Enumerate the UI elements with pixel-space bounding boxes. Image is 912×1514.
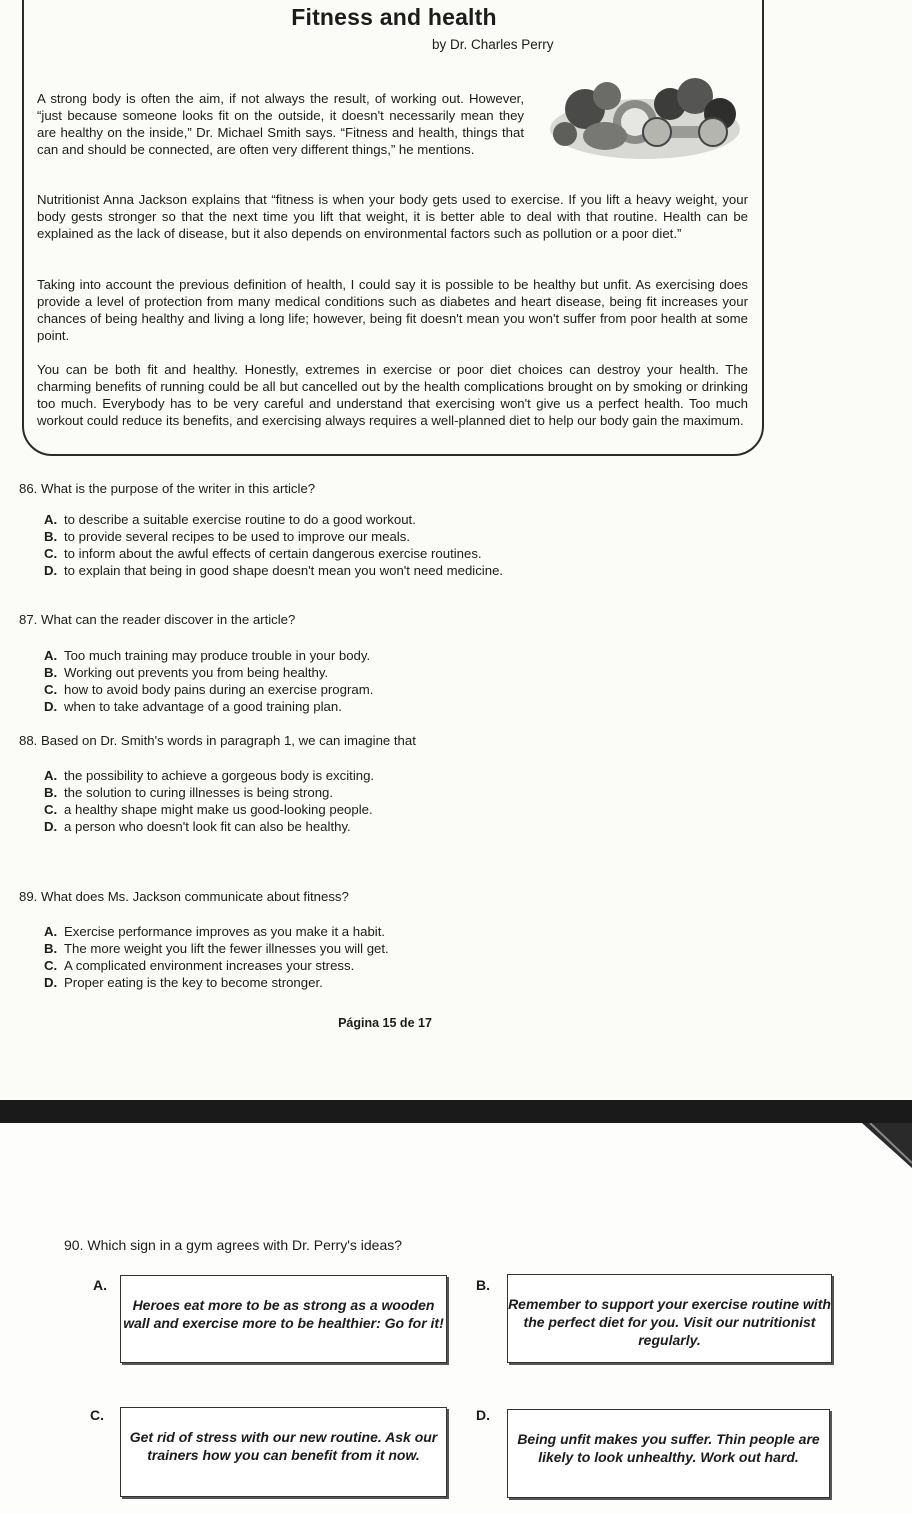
option[interactable]: B. The more weight you lift the fewer illnesses you will get. bbox=[44, 941, 389, 956]
question-86: 86. What is the purpose of the writer in this article? bbox=[19, 481, 316, 496]
article-paragraph-2: Nutritionist Anna Jackson explains that “fitness is when your body gets used to exercise. If you lift a heavy weight, your body gests stronger so that the next time you lift that weight, it is better able to deal with that routine. Health can be explained as the lack of disease, but it also depends on environmental factors such as pollution or a poor diet.” bbox=[37, 192, 748, 241]
page-corner-fold bbox=[862, 1123, 912, 1168]
question-88-options bbox=[44, 767, 374, 835]
page-number: Página 15 de 17 bbox=[338, 1016, 432, 1030]
question-90: 90. Which sign in a gym agrees with Dr. Perry's ideas? bbox=[64, 1237, 403, 1253]
sign-c-letter: C. bbox=[90, 1407, 104, 1423]
option[interactable]: B. Working out prevents you from being healthy. bbox=[44, 665, 329, 680]
option[interactable]: D. a person who doesn't look fit can also be healthy. bbox=[44, 819, 351, 834]
article-paragraph-1: A strong body is often the aim, if not always the result, of working out. However, “just because someone looks fit on the outside, it doesn't necessarily mean they are healthy on the inside,” Dr. Michael Smith says. “Fitness and health, things that can and should be connected, are often very different things,” he mentions. bbox=[37, 91, 524, 157]
fruit-vegetables-dumbbells-image bbox=[545, 74, 743, 164]
option[interactable]: B. the solution to curing illnesses is being strong. bbox=[44, 785, 334, 800]
article-byline: by Dr. Charles Perry bbox=[432, 37, 554, 52]
question-87: 87. What can the reader discover in the article? bbox=[19, 612, 296, 627]
sign-b[interactable]: Remember to support your exercise routine with the perfect diet for you. Visit our nutritionist regularly. bbox=[507, 1274, 832, 1363]
question-88: 88. Based on Dr. Smith's words in paragraph 1, we can imagine that bbox=[19, 733, 416, 748]
option[interactable]: A. to describe a suitable exercise routine to do a good workout. bbox=[44, 512, 416, 527]
option[interactable]: B. to provide several recipes to be used to improve our meals. bbox=[44, 529, 410, 544]
option[interactable]: C. A complicated environment increases your stress. bbox=[44, 958, 355, 973]
option[interactable]: D. to explain that being in good shape doesn't mean you won't need medicine. bbox=[44, 563, 504, 578]
article-title: Fitness and health bbox=[291, 4, 497, 30]
question-87-options bbox=[44, 647, 373, 715]
sign-a[interactable]: Heroes eat more to be as strong as a wooden wall and exercise more to be healthier: Go for it! bbox=[120, 1275, 447, 1363]
option[interactable]: D. Proper eating is the key to become stronger. bbox=[44, 975, 323, 990]
article-paragraph-3: Taking into account the previous definition of health, I could say it is possible to be healthy but unfit. As exercising does provide a level of protection from many medical conditions such as diabetes and heart disease, being fit increases your chances of being healthy and living a long life; however, being fit doesn't mean you won't suffer from poor health at some point. bbox=[37, 277, 748, 343]
option[interactable]: A. the possibility to achieve a gorgeous body is exciting. bbox=[44, 768, 375, 783]
option[interactable]: C. how to avoid body pains during an exercise program. bbox=[44, 682, 374, 697]
sign-a-letter: A. bbox=[93, 1277, 107, 1293]
sign-b-letter: B. bbox=[476, 1277, 490, 1293]
article-paragraph-4: You can be both fit and healthy. Honestly, extremes in exercise or poor diet choices can destroy your health. The charming benefits of running could be all but cancelled out by the health complications brought on by smoking or drinking too much. Everybody has to be very careful and understand that exercising won't give us a perfect health. Too much workout could reduce its benefits, and exercising always requires a well-planned diet to help our body gain the maximum. bbox=[37, 362, 748, 428]
question-86-options bbox=[44, 511, 503, 579]
option[interactable]: C. to inform about the awful effects of certain dangerous exercise routines. bbox=[44, 546, 482, 561]
sign-d[interactable]: Being unfit makes you suffer. Thin people are likely to look unhealthy. Work out hard. bbox=[507, 1409, 830, 1498]
sign-d-letter: D. bbox=[476, 1407, 490, 1423]
option[interactable]: D. when to take advantage of a good training plan. bbox=[44, 699, 342, 714]
option[interactable]: C. a healthy shape might make us good-looking people. bbox=[44, 802, 373, 817]
question-89-options bbox=[44, 923, 389, 991]
sign-c[interactable]: Get rid of stress with our new routine. Ask our trainers how you can benefit from it now. bbox=[120, 1407, 447, 1497]
option[interactable]: A. Exercise performance improves as you make it a habit. bbox=[44, 924, 386, 939]
question-89: 89. What does Ms. Jackson communicate about fitness? bbox=[19, 889, 349, 904]
page-separator bbox=[0, 1100, 912, 1123]
option[interactable]: A. Too much training may produce trouble in your body. bbox=[44, 648, 371, 663]
